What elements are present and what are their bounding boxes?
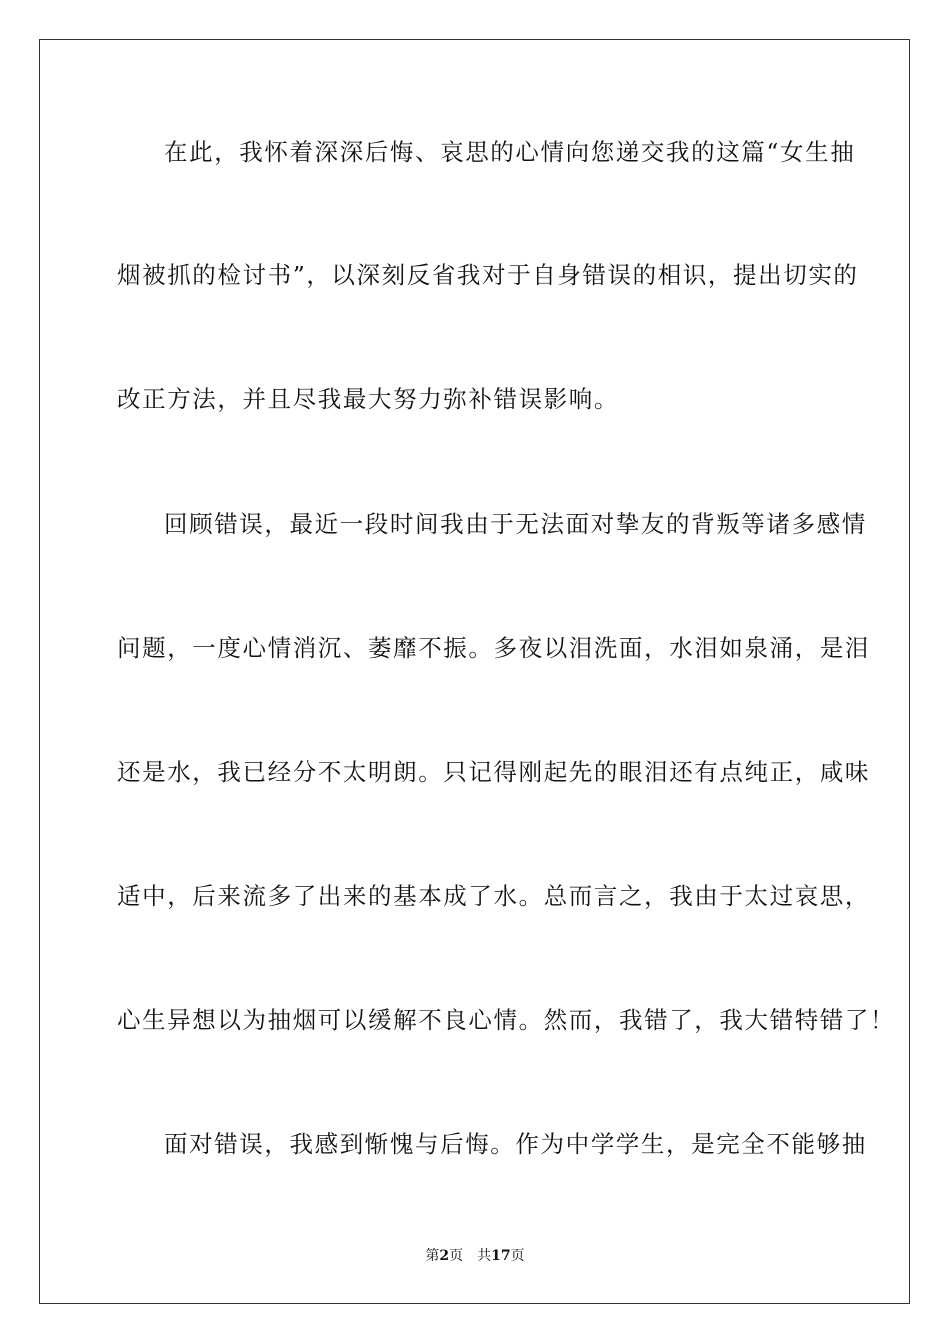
paragraph-1-line-2: 烟被抓的检讨书”，以深刻反省我对于自身错误的相识，提出切实的 — [117, 261, 859, 289]
footer-page-total: 17 — [491, 1248, 511, 1264]
paragraph-2-line-5: 心生异想以为抽烟可以缓解不良心情。然而，我错了，我大错特错了！ — [117, 1006, 896, 1034]
paragraph-2-line-4: 适中，后来流多了出来的基本成了水。总而言之，我由于太过哀思， — [117, 882, 870, 910]
footer-page-suffix: 页 — [510, 1248, 525, 1264]
paragraph-1-line-1: 在此，我怀着深深后悔、哀思的心情向您递交我的这篇“女生抽 — [164, 138, 856, 166]
footer-page-middle: 页 共 — [449, 1248, 492, 1264]
paragraph-3-line-1: 面对错误，我感到惭愧与后悔。作为中学学生，是完全不能够抽 — [164, 1130, 867, 1158]
page-border — [39, 39, 910, 1304]
footer-page-prefix: 第 — [425, 1248, 440, 1264]
paragraph-2-line-2: 问题，一度心情消沉、萎靡不振。多夜以泪洗面，水泪如泉涌，是泪 — [117, 634, 870, 662]
footer-page-current: 2 — [439, 1248, 450, 1264]
page-footer — [0, 1247, 950, 1265]
paragraph-2-line-1: 回顾错误，最近一段时间我由于无法面对挚友的背叛等诸多感情 — [164, 510, 867, 538]
paragraph-2-line-3: 还是水，我已经分不太明朗。只记得刚起先的眼泪还有点纯正，咸味 — [117, 758, 870, 786]
paragraph-1-line-3: 改正方法，并且尽我最大努力弥补错误影响。 — [117, 385, 619, 413]
